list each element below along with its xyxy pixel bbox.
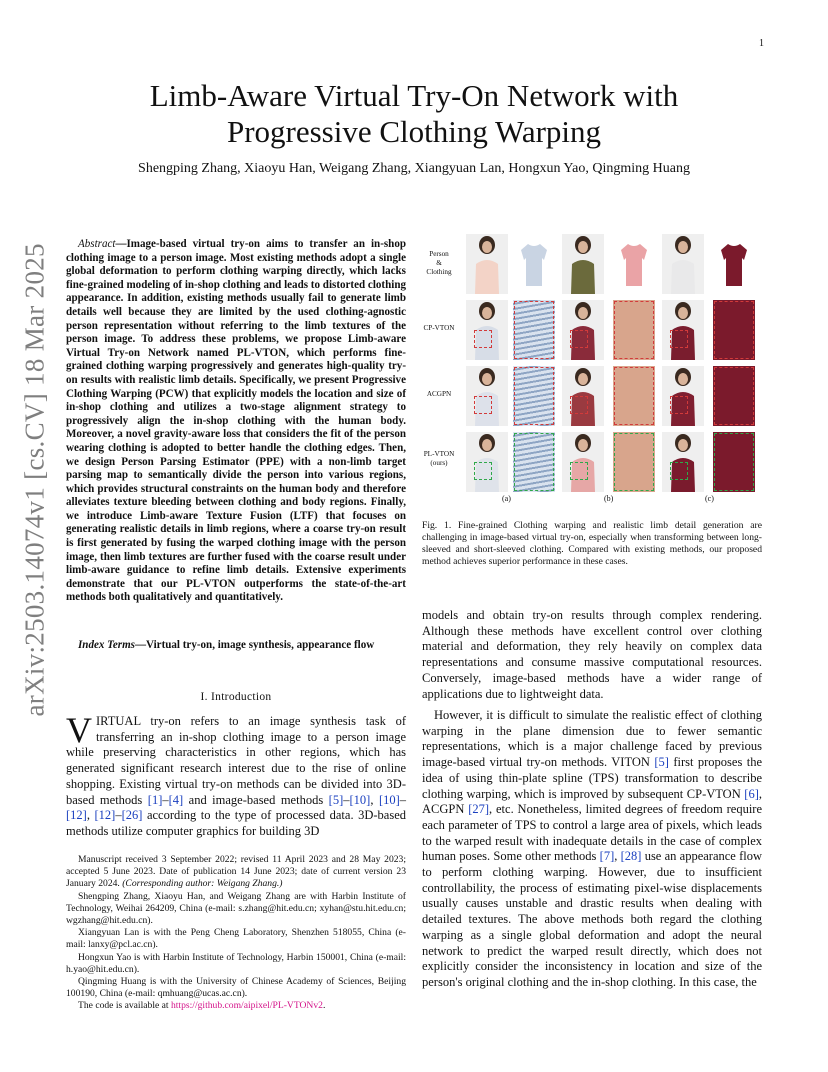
figure-photo	[466, 234, 508, 294]
citation-link[interactable]: [10]	[378, 792, 400, 807]
citation-link[interactable]: [5]	[328, 792, 344, 807]
right-paragraph-2	[422, 708, 762, 991]
footnote-corresponding: (Corresponding author: Weigang Zhang.)	[122, 878, 283, 890]
figure-photo	[713, 234, 755, 294]
index-terms-lead: Index Terms	[78, 639, 135, 651]
column-label-a: (a)	[502, 494, 511, 503]
highlight-box	[570, 462, 588, 480]
footnote-affiliation: Shengping Zhang, Xiaoyu Han, and Weigang Zhang are with Harbin Institute of Technology, Weihai 264209, China (e-mail: s.zhang@hit.edu.cn; xyhan@stu.hit.edu.cn; wgzhang@hit.edu.cn).	[66, 890, 406, 927]
citation-link[interactable]: [4]	[168, 792, 184, 807]
right-paragraph-1: models and obtain try-on results through complex rendering. Although these methods have excellent control over clothing material and deformation, they rely heavily on complex data representations and consume massive computational resources. Conversely, image-based methods have a wider range of applications due to lightweight data.	[422, 608, 762, 701]
highlight-box	[570, 330, 588, 348]
row-label-line: &	[436, 259, 442, 267]
citation-link[interactable]: [28]	[620, 849, 642, 864]
citation-link[interactable]: [6]	[744, 786, 759, 801]
section-heading: I. Introduction	[200, 691, 272, 703]
highlight-box	[474, 396, 492, 414]
highlight-box	[514, 367, 554, 425]
row-label-line: Clothing	[426, 268, 452, 276]
row-label-text	[418, 390, 460, 399]
abstract-text: —Image-based virtual try-on aims to transfer an in-shop clothing image to a person image. Most existing methods adopt a single global deformation to perform clothing warping directly, which lacks fine-grained modeling of in-shop clothing and leads to distorted clothing appearance. In addition, existing methods usually fail to generate limb details well because they are limited by the used clothing-agnostic person representation without referring to the limb textures of the person image. To address these problems, we propose Limb-aware Virtual Try-on Network named PL-VTON, which performs fine-grained clothing warping progressively and generates high-quality try-on results with realistic limb details. Specifically, we present Progressive Clothing Warping (PCW) that explicitly models the location and size of in-shop clothing and utilizes a two-stage alignment strategy to progressively align the in-shop clothing with the human body. Moreover, a novel gravity-aware loss that considers the fit of the person wearing clothing is adopted to better handle the clothing edges. Then, we design Person Parsing Estimator (PPE) with a non-limb target parsing map to semantically divide the person into various regions, which provides structural constraints on the human body and therefore alleviates texture bleeding between clothing and body regions. Finally, we introduce Limb-aware Texture Fusion (LTF) that focuses on generating realistic details in limb regions, where a coarse try-on result is first generated by fusing the warped clothing image with the person image, then limb textures are further fused with the coarse result under limb-aware guidance to refine limb details. Extensive experiments demonstrate that our PL-VTON outperforms the state-of-the-art methods both qualitatively and quantitatively.	[66, 238, 406, 604]
abstract-lead: Abstract	[78, 238, 116, 250]
row-label-acgpn	[418, 390, 460, 399]
abstract	[66, 238, 406, 605]
row-label-text	[418, 450, 460, 468]
right-text: , etc. Nonetheless, limited degrees of freedom require each parameter of TPS to control a large area of pixels, which leads to the warped result with inadequate details in the case of complex human poses. Some other methods	[422, 802, 763, 864]
footnote-period: .	[322, 1000, 326, 1012]
citation-link[interactable]: [7]	[599, 849, 615, 864]
intro-dash: –	[343, 792, 350, 807]
title-line-2: Progressive Clothing Warping	[226, 114, 602, 149]
right-text: ,	[614, 849, 621, 864]
row-label-plvton	[418, 450, 460, 468]
footnote-affiliation: Xiangyuan Lan is with the Peng Cheng Laboratory, Shenzhen 518055, China (e-mail: lanxy@pcl.ac.cn).	[66, 927, 406, 951]
page-number: 1	[759, 38, 764, 49]
figure-photo	[513, 234, 555, 294]
highlight-box	[474, 330, 492, 348]
intro-paragraph	[66, 710, 407, 840]
highlight-box	[670, 330, 688, 348]
intro-separator: ,	[86, 808, 95, 823]
drop-cap: V	[66, 710, 92, 750]
column-label-c: (c)	[705, 494, 714, 503]
highlight-box	[514, 433, 554, 491]
index-terms	[66, 639, 406, 653]
citation-link[interactable]: [27]	[468, 802, 490, 817]
row-label-line: Person	[429, 250, 449, 258]
figure-photo	[662, 234, 704, 294]
highlight-box	[570, 396, 588, 414]
index-terms-text: —Virtual try-on, image synthesis, appearance flow	[134, 639, 375, 651]
citation-link[interactable]: [1]	[147, 792, 163, 807]
intro-text-1: IRTUAL try-on refers to an image synthesis task of transferring an in-shop clothing image to a person image while preserving characteristics in other regions, which has generated significant research interest due to the rise of online shopping. Existing virtual try-on methods can be divided into 3D-based methods	[66, 714, 406, 807]
highlight-box	[614, 301, 654, 359]
citation-link[interactable]: [26]	[121, 808, 143, 823]
highlight-box	[714, 433, 754, 491]
row-label-line: CP-VTON	[423, 324, 455, 332]
footnote-affiliation: Hongxun Yao is with Harbin Institute of Technology, Harbin 150001, China (e-mail: h.yao@hit.edu.cn).	[66, 951, 406, 975]
footnote-code	[66, 1000, 406, 1012]
highlight-box	[714, 367, 754, 425]
right-text: use an appearance flow to perform clothing warping. However, due to insufficient controllability, the process of estimating pixel-wise displacements usually causes unstable and drastic results when dealing with detailed textures. The above methods both regard the clothing warping as a single global deformation and adopt the neural network to predict the warped result directly, which does not explicitly consider the inconsistency in location and size of the person's original clothing and the in-shop clothing. In this case, the	[422, 849, 763, 989]
intro-dash: –	[162, 792, 169, 807]
author-list: Shengping Zhang, Xiaoyu Han, Weigang Zhang, Xiangyuan Lan, Hongxun Yao, Qingming Huang	[138, 161, 690, 176]
footnote-affiliation: Qingming Huang is with the University of Chinese Academy of Sciences, Beijing 100190, China (e-mail: qmhuang@ucas.ac.cn).	[66, 976, 406, 1000]
row-label-line: ACGPN	[426, 390, 452, 398]
highlight-box	[670, 462, 688, 480]
row-label-text	[418, 250, 460, 277]
footnote-manuscript	[66, 854, 406, 891]
citation-link[interactable]: [10]	[349, 792, 371, 807]
title-line-1: Limb-Aware Virtual Try-On Network with	[149, 78, 679, 113]
row-label-line: (ours)	[430, 459, 448, 467]
row-label-text	[418, 324, 460, 333]
intro-dash: –	[399, 792, 407, 807]
row-label-cpvton	[418, 324, 460, 333]
code-link[interactable]: https://github.com/aipixel/PL-VTONv2	[170, 1000, 323, 1012]
column-label-b: (b)	[604, 494, 614, 503]
citation-link[interactable]: [12]	[94, 808, 116, 823]
person-figure	[466, 234, 508, 294]
row-label-person-clothing	[418, 250, 460, 277]
highlight-box	[714, 301, 754, 359]
citation-link[interactable]: [5]	[654, 755, 669, 770]
person-figure	[562, 234, 604, 294]
right-text: However, it is difficult to simulate the realistic effect of clothing warping in the plane dimension due to fewer semantic representations, which is a major challenge faced by previous image-based virtual try-on methods. VITON	[422, 708, 762, 770]
clothing-item	[713, 234, 755, 294]
clothing-item	[613, 234, 655, 294]
intro-text-2: and image-based methods	[183, 792, 329, 807]
intro-dash: –	[115, 808, 122, 823]
footnote-dates: Manuscript received 3 September 2022; revised 11 April 2023 and 28 May 2023; accepted 5 June 2023. Date of publication 14 June 2023; date of current version 23 January 2024.	[66, 854, 406, 890]
clothing-item	[513, 234, 555, 294]
figure-photo	[562, 234, 604, 294]
arxiv-identifier[interactable]: arXiv:2503.14074v1 [cs.CV] 18 Mar 2025	[19, 243, 50, 717]
footnote-code-text: The code is available at	[78, 1000, 171, 1012]
highlight-box	[614, 433, 654, 491]
intro-text-3: according to the type of processed data. 3D-based methods utilize computer graphics for building 3D	[66, 808, 407, 838]
row-label-line: PL-VTON	[423, 450, 455, 458]
highlight-box	[670, 396, 688, 414]
highlight-box	[474, 462, 492, 480]
figure-1	[418, 232, 766, 502]
footnotes	[66, 854, 406, 1013]
highlight-box	[514, 301, 554, 359]
intro-separator: ,	[370, 792, 379, 807]
figure-caption: Fig. 1. Fine-grained Clothing warping and realistic limb detail generation are challenging in image-based virtual try-on, especially when transforming between long-sleeved and short-sleeved clothing. Compared with existing methods, our proposed method achieves superior performance in these cases.	[422, 520, 762, 567]
highlight-box	[614, 367, 654, 425]
paper-title	[80, 78, 748, 150]
citation-link[interactable]: [12]	[66, 808, 87, 823]
figure-photo	[613, 234, 655, 294]
person-figure	[662, 234, 704, 294]
right-text: first proposes the idea of using thin-plate spline (TPS) transformation to describe clothing warping, which is improved by subsequent CP-VTON	[422, 755, 762, 801]
right-text: , ACGPN	[422, 786, 762, 817]
